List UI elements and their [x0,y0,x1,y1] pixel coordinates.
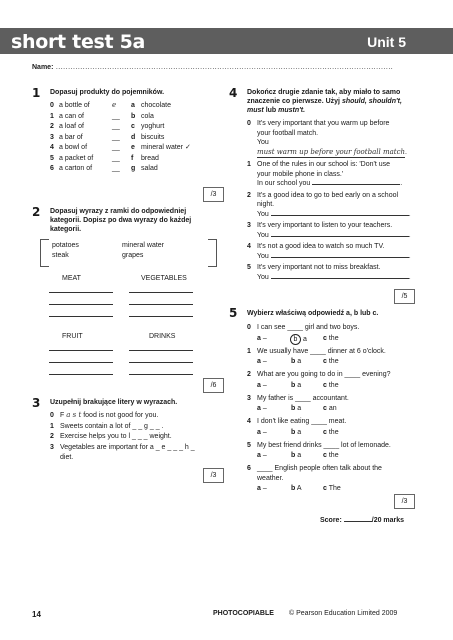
item-sentence: It's very important that you warm up before [257,120,390,127]
item-answer-line: You . [257,273,411,281]
item-question-2: weather. [257,474,284,482]
ex5-item [247,347,422,369]
item-number: 4 [50,144,54,151]
item-letter: c [131,123,135,130]
item-answer: e [112,101,117,109]
item-text: Vegetables are important for a _ e _ _ _ h _ [60,443,195,451]
item-answer-line: In our school you . [257,180,403,187]
item-letter: g [131,165,136,172]
veg-line-1[interactable] [129,292,193,293]
item-number: 1 [50,422,54,430]
ex4-item [247,160,417,189]
ex5-item [247,464,422,495]
drinks-line-3[interactable] [129,374,193,375]
item-answer-line: You . [257,231,411,239]
item-text: F a s t food is not good for you. [60,411,159,419]
item-question: What are you going to do in ____ evening? [257,371,391,378]
item-product: salad [141,165,158,172]
exercise-4: Dokończ drugie zdanie tak, aby miało to samo znaczenie co pierwsze. Użyj should, shouldn't, must lub mustn't. 0 It's very important that you warm up before your football match. You must warm up before your football match. 1 One of the rules in our school is: 'Don't use your mobile phone in class.' In our school you . 2 It's a good idea to go to bed early on a school night. You . 3 It's very important to listen to your teachers. You . 4 It's not a good idea to watch so much TV. You . 5 It's very important not to miss breakfast. You . [247,88,417,284]
item-question: I don't like eating ____ meat. [257,418,347,425]
item-number: 5 [247,441,251,449]
answer-blank[interactable] [271,236,409,237]
word-box-mineral-water: mineral water [122,242,165,249]
ex3-score: /3 [203,468,224,483]
option-b[interactable]: b a [291,405,302,412]
ex1-row [50,154,225,165]
cat-drinks: DRINKS [149,333,176,340]
ex4-list [247,119,417,282]
option-c[interactable]: c the [323,428,339,436]
item-letter: e [131,144,135,151]
item-answer[interactable]: __ [112,165,120,172]
item-container: a bar of [59,133,83,141]
item-letter: b [131,112,136,120]
item-answer[interactable]: __ [112,112,120,120]
item-answer-line: You . [257,210,411,218]
exercise-1 [50,88,225,175]
option-c[interactable]: c the [323,358,339,365]
item-answer-line: You . [257,252,411,260]
cat-fruit: FRUIT [62,333,83,340]
item-text: Exercise helps you to l _ _ _ weight. [60,433,172,440]
item-product: biscuits [141,133,165,141]
item-container: a packet of [59,154,94,162]
ex5-number: 5 [229,306,238,320]
item-question: ____ English people often talk about the [257,465,382,472]
options [257,428,422,439]
ex3-line4: diet. [60,454,74,461]
word-box-grapes: grapes [122,252,144,259]
name-field[interactable]: Name: .......................................................................................................................................... [32,64,394,71]
item-sentence-2: your football match. [257,129,319,137]
item-product: bread [141,154,159,162]
ex2-score: /6 [203,378,224,393]
ex5-item [247,417,422,439]
ex2-number: 2 [32,205,41,219]
option-b[interactable]: b a [291,428,302,436]
item-number: 5 [247,264,251,271]
item-number: 1 [247,347,251,355]
item-container: a carton of [59,165,93,172]
options [257,404,422,415]
item-product: cola [141,112,154,120]
ex1-row [50,164,225,175]
item-product: mineral water ✓ [141,144,191,151]
ex5-score: /3 [394,494,415,509]
item-text: Sweets contain a lot of _ _ g _ _ . [60,422,164,430]
ex1-score: /3 [203,187,224,202]
ex4-score: /5 [394,289,415,304]
item-letter: f [131,154,134,162]
fruit-line-2[interactable] [49,362,113,363]
option-a[interactable]: a – [257,334,267,342]
drinks-line-2[interactable] [129,362,193,363]
item-number: 3 [50,133,54,141]
fruit-line-3[interactable] [49,374,113,375]
item-sentence: It's very important not to miss breakfast. [257,264,381,271]
option-c[interactable]: c The [323,485,341,492]
copyright: © Pearson Education Limited 2009 [289,610,398,617]
exercise-3 [50,398,225,463]
ex2-instruction-line1: Dopasuj wyrazy z ramki do odpowiedniej [50,208,187,215]
word-box-left-bracket [40,239,49,267]
option-c[interactable]: c an [323,405,337,412]
option-a[interactable]: a – [257,358,267,365]
circled-answer: b [290,334,301,345]
ex1-row [50,133,225,144]
header-bar [0,28,453,54]
total-score-blank[interactable] [344,521,372,522]
item-question: We usually have ____ dinner at 6 o'clock. [257,347,386,355]
exercise-2 [50,207,230,234]
item-number: 0 [50,102,54,109]
ex5-item [247,394,422,416]
answer-blank[interactable] [312,184,400,185]
options [257,357,422,368]
ex4-item [247,191,417,220]
item-number: 6 [50,165,54,172]
item-product: chocolate [141,102,171,109]
cat-vegetables: VEGETABLES [141,275,187,282]
item-container: a can of [59,112,84,120]
item-number: 3 [247,394,251,402]
item-container: a loaf of [59,123,84,130]
answer-blank[interactable]: must warm up before your football match [257,148,405,159]
item-question: My father is ____ accountant. [257,394,349,402]
photocopiable-label: PHOTOCOPIABLE [213,610,274,617]
item-question: I can see ____ girl and two boys. [257,324,360,331]
item-number: 0 [247,120,251,127]
ex4-item [247,263,417,282]
ex5-list [247,323,422,495]
ex3-row [50,443,225,454]
ex5-item [247,441,422,463]
item-number: 6 [247,465,251,472]
test-title: short test 5a [11,31,146,53]
item-answer-line: You must warm up before your football match. [257,138,417,158]
total-score: Score: /20 marks [320,517,405,524]
item-container: a bowl of [59,144,88,151]
ex1-number: 1 [32,86,41,100]
ex5-item [247,370,422,392]
ex3-instruction: Uzupełnij brakujące litery w wyrazach. [50,399,178,406]
option-a[interactable]: a – [257,381,267,389]
item-number: 3 [50,443,54,451]
option-a[interactable]: a – [257,428,267,436]
item-container: a bottle of [59,102,90,109]
item-number: 2 [247,191,251,199]
ex2-instruction-line3: kategorii. [50,226,82,233]
item-answer: a s t [66,411,82,419]
drinks-line-1[interactable] [129,350,193,351]
page-number: 14 [32,610,41,619]
option-a[interactable]: a – [257,405,267,412]
options [257,334,422,345]
fruit-line-1[interactable] [49,350,113,351]
word-box-potatoes: potatoes [52,242,79,249]
item-number: 4 [247,243,251,250]
option-b[interactable]: b a [291,452,302,459]
item-answer[interactable]: __ [112,123,120,130]
ex1-row [50,112,225,123]
item-sentence-2: night. [257,201,275,208]
item-sentence-2: your mobile phone in class.' [257,170,344,178]
item-number: 1 [247,161,251,168]
meat-line-1[interactable] [49,292,113,293]
item-product: yoghurt [141,123,165,130]
ex1-list [50,101,225,175]
item-sentence: It's not a good idea to watch so much TV. [257,243,385,250]
option-b[interactable]: b a [291,381,302,389]
item-number: 3 [247,222,251,229]
item-answer[interactable]: __ [112,144,120,151]
exercise-5 [247,309,422,497]
ex4-item [247,242,417,261]
ex1-row [50,143,225,154]
answer-blank[interactable] [271,215,409,216]
ex3-row [50,411,225,422]
option-b[interactable]: b a [291,334,307,345]
ex3-list [50,411,225,453]
meat-line-3[interactable] [49,316,113,317]
ex1-instruction: Dopasuj produkty do pojemników. [50,89,165,96]
ex5-instruction: Wybierz właściwą odpowiedź a, b lub c. [247,310,379,317]
item-letter: a [131,102,135,109]
ex5-item [247,323,422,345]
option-c[interactable]: c the [323,452,339,459]
item-number: 1 [50,112,54,120]
item-number: 0 [247,324,251,331]
ex4-item [247,119,417,158]
item-number: 2 [247,371,251,378]
item-number: 2 [50,433,54,440]
item-number: 2 [50,123,54,130]
ex3-row [50,432,225,443]
item-number: 0 [50,412,54,419]
option-b[interactable]: b A [291,485,302,492]
answer-blank[interactable] [271,278,409,279]
veg-line-2[interactable] [129,304,193,305]
option-b[interactable]: b a [291,358,302,365]
ex4-item [247,221,417,240]
veg-line-3[interactable] [129,316,193,317]
unit-label: Unit 5 [367,34,406,50]
options [257,381,422,392]
ex4-instruction-line1: Dokończ drugie zdanie tak, aby miało to samo [247,89,401,96]
option-c[interactable]: c the [323,334,339,342]
item-answer[interactable]: __ [112,133,120,141]
ex3-row [50,422,225,433]
item-number: 4 [247,418,251,425]
ex4-number: 4 [229,86,238,100]
option-a[interactable]: a – [257,452,267,459]
item-sentence: One of the rules in our school is: 'Don't use [257,161,391,168]
ex1-row [50,101,225,112]
ex2-instruction-line2: kategorii. Dopisz po dwa wyrazy do każdej [50,217,192,224]
word-box-steak: steak [52,252,69,259]
cat-meat: MEAT [62,275,81,282]
option-c[interactable]: c the [323,381,339,389]
meat-line-2[interactable] [49,304,113,305]
item-question: My best friend drinks ____ lot of lemonade. [257,441,391,449]
answer-blank[interactable] [271,257,409,258]
item-answer[interactable]: __ [112,154,120,162]
item-letter: d [131,133,136,141]
options [257,451,422,462]
ex3-number: 3 [32,396,41,410]
item-sentence: It's a good idea to go to bed early on a school [257,191,399,199]
word-box-right-bracket [208,239,217,267]
option-a[interactable]: a – [257,485,267,492]
item-number: 5 [50,154,54,162]
ex1-row [50,122,225,133]
item-sentence: It's very important to listen to your teachers. [257,222,393,229]
